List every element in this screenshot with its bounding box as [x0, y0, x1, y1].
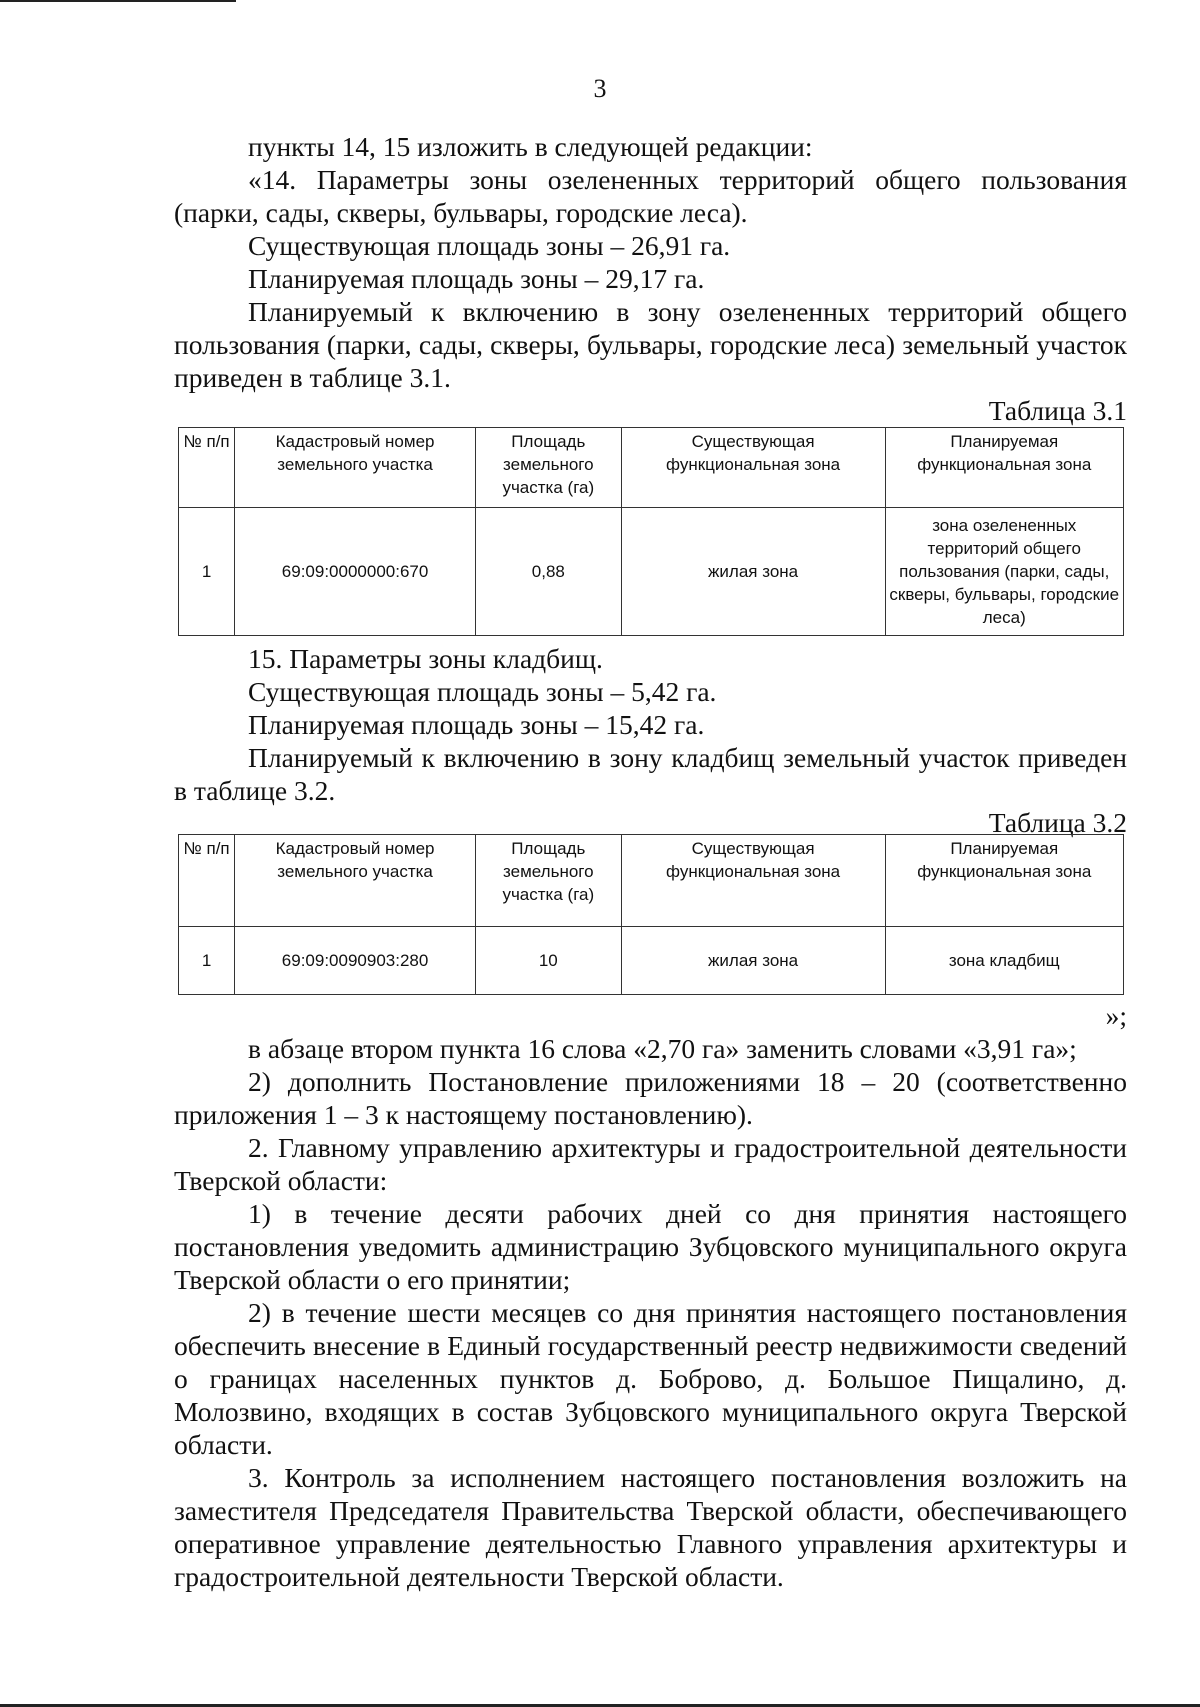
table-header-row — [179, 428, 1124, 508]
paragraph-14-existing-area: Существующая площадь зоны – 26,91 га. — [248, 230, 731, 261]
header-area: Площадь земельного участка (га) — [475, 835, 621, 927]
table-2-caption: Таблица 3.2 — [988, 807, 1127, 838]
header-existing-zone: Существующая функциональная зона — [621, 428, 885, 508]
table-header-row — [179, 835, 1124, 927]
row-number: 1 — [179, 927, 235, 995]
paragraph-15-plot: Планируемый к включению в зону кладбищ земельный участок приведен в таблице 3.2. — [174, 742, 1127, 806]
closing-quote: »; — [1105, 1000, 1127, 1031]
page-number: 3 — [593, 74, 607, 103]
section-2: 2. Главному управлению архитектуры и градостроительной деятельности Тверской области: — [174, 1132, 1127, 1196]
paragraph-14-planned-area: Планируемая площадь зоны – 29,17 га. — [248, 263, 705, 294]
row-area: 0,88 — [475, 508, 621, 636]
row-planned-zone: зона озелененных территорий общего пользования (парки, сады, скверы, бульвары, городские леса) — [885, 508, 1124, 636]
table-row — [179, 927, 1124, 995]
paragraph-15-planned-area: Планируемая площадь зоны – 15,42 га. — [248, 709, 705, 740]
paragraph-15-existing-area: Существующая площадь зоны – 5,42 га. — [248, 676, 717, 707]
paragraph-14-title: «14. Параметры зоны озелененных территорий общего пользования (парки, сады, скверы, бульвары, городские леса). — [174, 164, 1127, 228]
item-2-amendment: 2) дополнить Постановление приложениями 18 – 20 (соответственно приложения 1 – 3 к настоящему постановлению). — [174, 1066, 1127, 1130]
header-planned-zone: Планируемая функциональная зона — [885, 835, 1124, 927]
paragraph-15-title: 15. Параметры зоны кладбищ. — [248, 643, 603, 674]
header-area: Площадь земельного участка (га) — [475, 428, 621, 508]
table-3-2 — [178, 834, 1124, 995]
table-row — [179, 508, 1124, 636]
row-existing-zone: жилая зона — [621, 508, 885, 636]
header-planned-zone: Планируемая функциональная зона — [885, 428, 1124, 508]
row-cadastral-number: 69:09:0000000:670 — [235, 508, 476, 636]
scan-edge-top — [0, 0, 236, 2]
header-existing-zone: Существующая функциональная зона — [621, 835, 885, 927]
header-number: № п/п — [179, 835, 235, 927]
paragraph-14-plot: Планируемый к включению в зону озелененных территорий общего пользования (парки, сады, скверы, бульвары, городские леса) земельный участок приведен в таблице 3.1. — [174, 296, 1127, 393]
header-number: № п/п — [179, 428, 235, 508]
row-planned-zone: зона кладбищ — [885, 927, 1124, 995]
section-3: 3. Контроль за исполнением настоящего постановления возложить на заместителя Председателя Правительства Тверской области, обеспечивающего оперативное управление деятельностью Главного управления архитектуры и градостроительной деятельности Тверской области. — [174, 1462, 1127, 1592]
row-number: 1 — [179, 508, 235, 636]
section-2-item-1: 1) в течение десяти рабочих дней со дня принятия настоящего постановления уведомить администрацию Зубцовского муниципального округа Тверской области о его принятии; — [174, 1198, 1127, 1295]
section-2-item-2: 2) в течение шести месяцев со дня принятия настоящего постановления обеспечить внесение в Единый государственный реестр недвижимости сведений о границах населенных пунктов д. Боброво, д. Большое Пищалино, д. Молозвино, входящих в состав Зубцовского муниципального округа Тверской области. — [174, 1297, 1127, 1460]
paragraph-16-amendment: в абзаце втором пункта 16 слова «2,70 га» заменить словами «3,91 га»; — [248, 1033, 1077, 1064]
header-cadastral-number: Кадастровый номер земельного участка — [235, 428, 476, 508]
row-existing-zone: жилая зона — [621, 927, 885, 995]
table-3-1 — [178, 427, 1124, 636]
row-cadastral-number: 69:09:0090903:280 — [235, 927, 476, 995]
row-area: 10 — [475, 927, 621, 995]
table-1-caption: Таблица 3.1 — [988, 395, 1127, 426]
intro-line: пункты 14, 15 изложить в следующей редакции: — [248, 131, 813, 162]
header-cadastral-number: Кадастровый номер земельного участка — [235, 835, 476, 927]
